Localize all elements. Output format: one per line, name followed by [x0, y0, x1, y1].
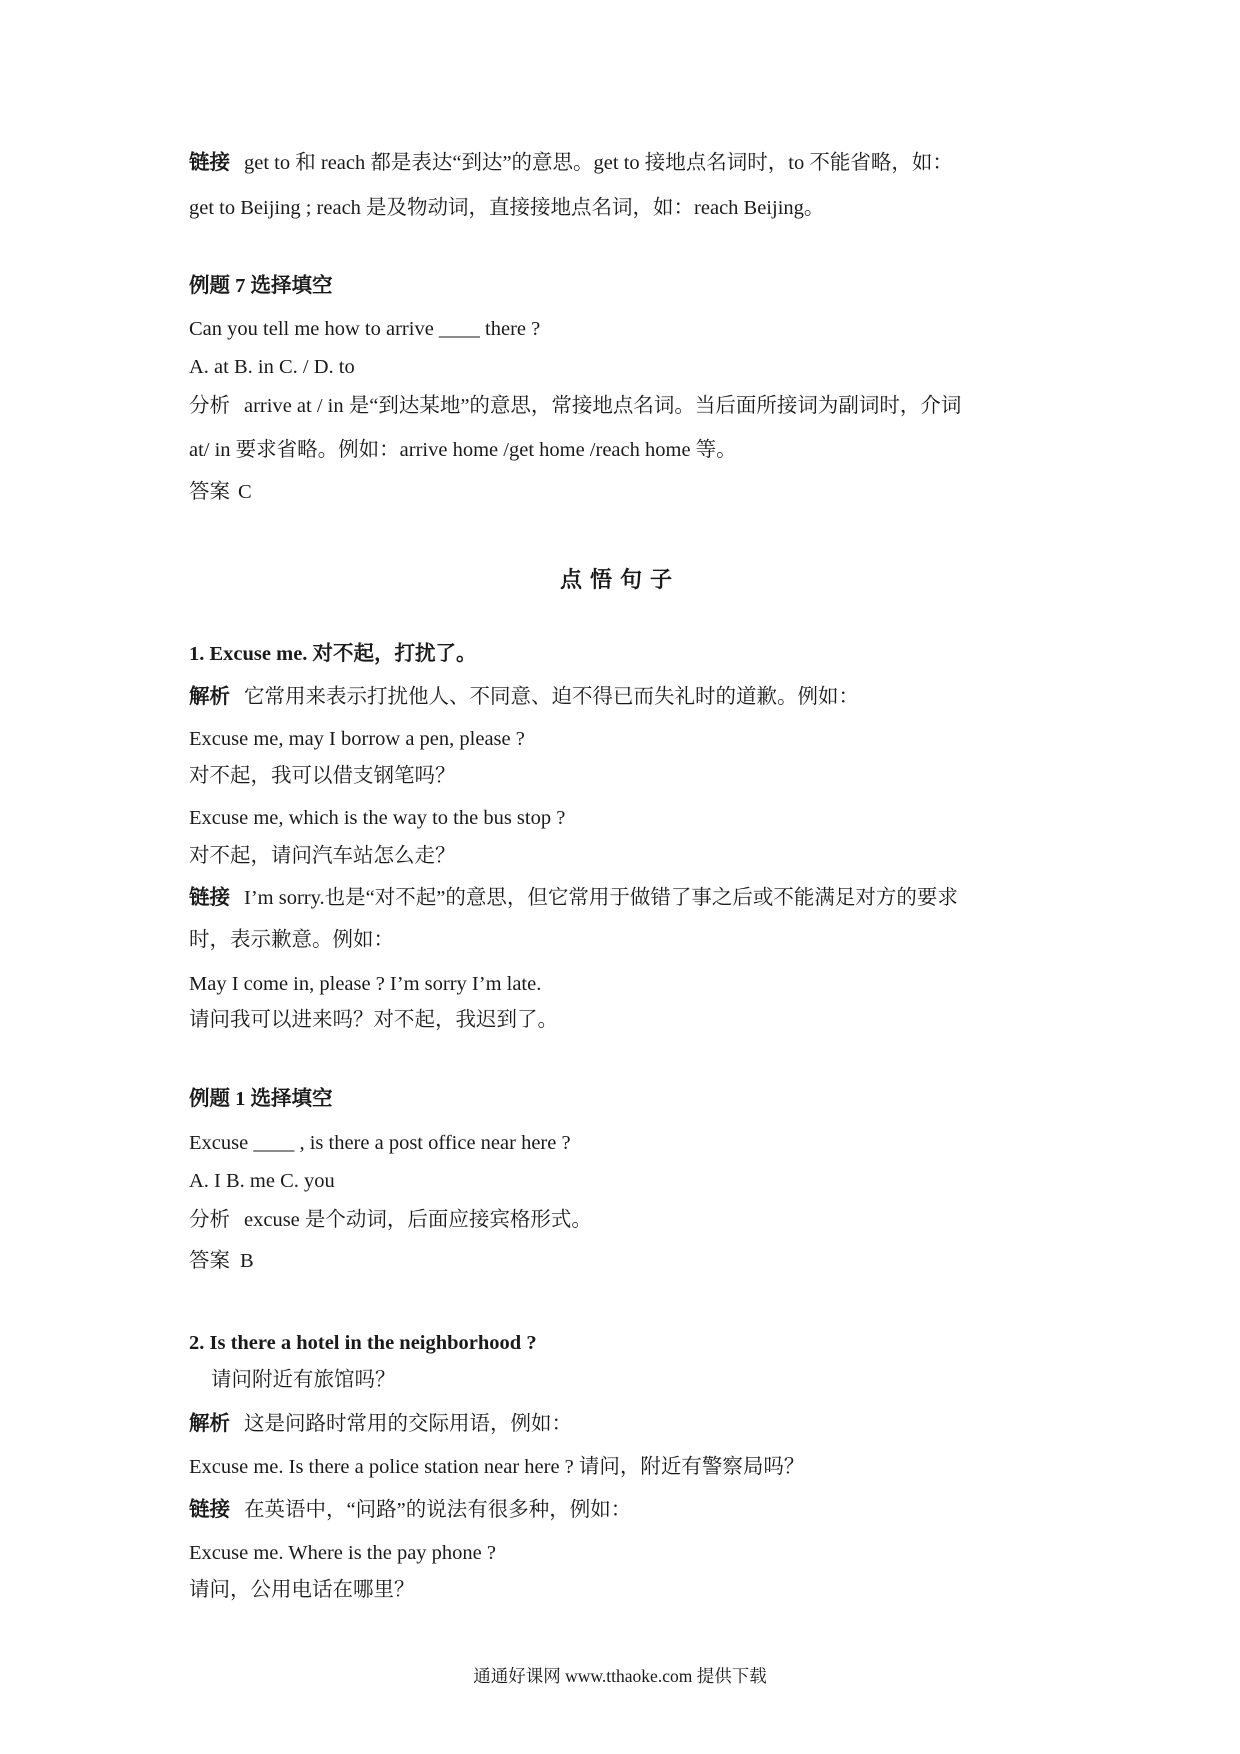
sentence1-link-line1	[189, 888, 958, 909]
link-text: 在英语中，“问路”的说法有很多种，例如：	[244, 1499, 632, 1521]
analysis-label: 分析	[189, 1209, 230, 1231]
sentence2-analysis	[189, 1414, 572, 1435]
link-text-line1: get to 和 reach 都是表达“到达”的意思。get to 接地点名词时，to 不能省略，如：	[244, 152, 953, 174]
page-footer: 通通好课网 www.tthaoke.com 提供下载	[473, 1666, 767, 1686]
link-label: 链接	[189, 152, 230, 174]
link-label: 链接	[189, 1499, 230, 1521]
sentence2-example1: Excuse me. Is there a police station near here ? 请问，附近有警察局吗？	[189, 1456, 805, 1478]
link-paragraph-line1	[189, 153, 953, 174]
sentence1-example3-zh: 请问我可以进来吗？对不起，我迟到了。	[189, 1009, 558, 1031]
example1-analysis	[189, 1210, 592, 1231]
answer-value: B	[240, 1250, 254, 1272]
example1-question: Excuse ____ , is there a post office near here ?	[189, 1132, 571, 1154]
link-label: 链接	[189, 887, 230, 909]
sentence2-translation: 请问附近有旅馆吗？	[211, 1369, 396, 1391]
sentence1-example3-en: May I come in, please ? I’m sorry I’m late.	[189, 973, 542, 995]
sentence1-heading: 1. Excuse me. 对不起，打扰了。	[189, 643, 477, 665]
example7-analysis-line2: at/ in 要求省略。例如：arrive home /get home /reach home 等。	[189, 439, 737, 461]
example1-options: A. I B. me C. you	[189, 1170, 335, 1192]
sentence1-example2-zh: 对不起，请问汽车站怎么走？	[189, 845, 456, 867]
analysis-text: 这是问路时常用的交际用语，例如：	[244, 1413, 572, 1435]
example1-answer	[189, 1251, 254, 1272]
analysis-label: 解析	[189, 686, 230, 708]
analysis-text: arrive at / in 是“到达某地”的意思，常接地点名词。当后面所接词为副词时，介词	[244, 395, 962, 417]
link-text: I’m sorry.也是“对不起”的意思，但它常用于做错了事之后或不能满足对方的要求	[244, 887, 958, 909]
answer-value: C	[238, 481, 252, 503]
example1-heading: 例题 1 选择填空	[189, 1088, 333, 1110]
example7-question: Can you tell me how to arrive ____ there ?	[189, 318, 541, 340]
link-text-line2: get to Beijing ; reach 是及物动词，直接接地点名词，如：reach Beijing。	[189, 197, 825, 219]
analysis-text: excuse 是个动词，后面应接宾格形式。	[244, 1209, 592, 1231]
sentence1-example1-zh: 对不起，我可以借支钢笔吗？	[189, 765, 456, 787]
example7-heading: 例题 7 选择填空	[189, 275, 333, 297]
section-title: 点悟句子	[559, 567, 680, 592]
example7-analysis-line1	[189, 396, 961, 417]
sentence1-example1-en: Excuse me, may I borrow a pen, please ?	[189, 728, 525, 750]
example7-options: A. at B. in C. / D. to	[189, 356, 355, 378]
sentence1-example2-en: Excuse me, which is the way to the bus stop ?	[189, 807, 566, 829]
sentence2-link	[189, 1500, 631, 1521]
answer-label: 答案	[189, 481, 230, 503]
analysis-label: 分析	[189, 395, 230, 417]
example7-answer	[189, 482, 252, 503]
sentence2-heading: 2. Is there a hotel in the neighborhood ?	[189, 1332, 537, 1354]
sentence1-analysis	[189, 687, 859, 708]
analysis-label: 解析	[189, 1413, 230, 1435]
analysis-text: 它常用来表示打扰他人、不同意、迫不得已而失礼时的道歉。例如：	[244, 686, 859, 708]
answer-label: 答案	[189, 1250, 230, 1272]
sentence1-link-line2: 时，表示歉意。例如：	[189, 929, 394, 951]
sentence2-example2-en: Excuse me. Where is the pay phone ?	[189, 1542, 497, 1564]
sentence2-example2-zh: 请问，公用电话在哪里？	[189, 1579, 415, 1601]
